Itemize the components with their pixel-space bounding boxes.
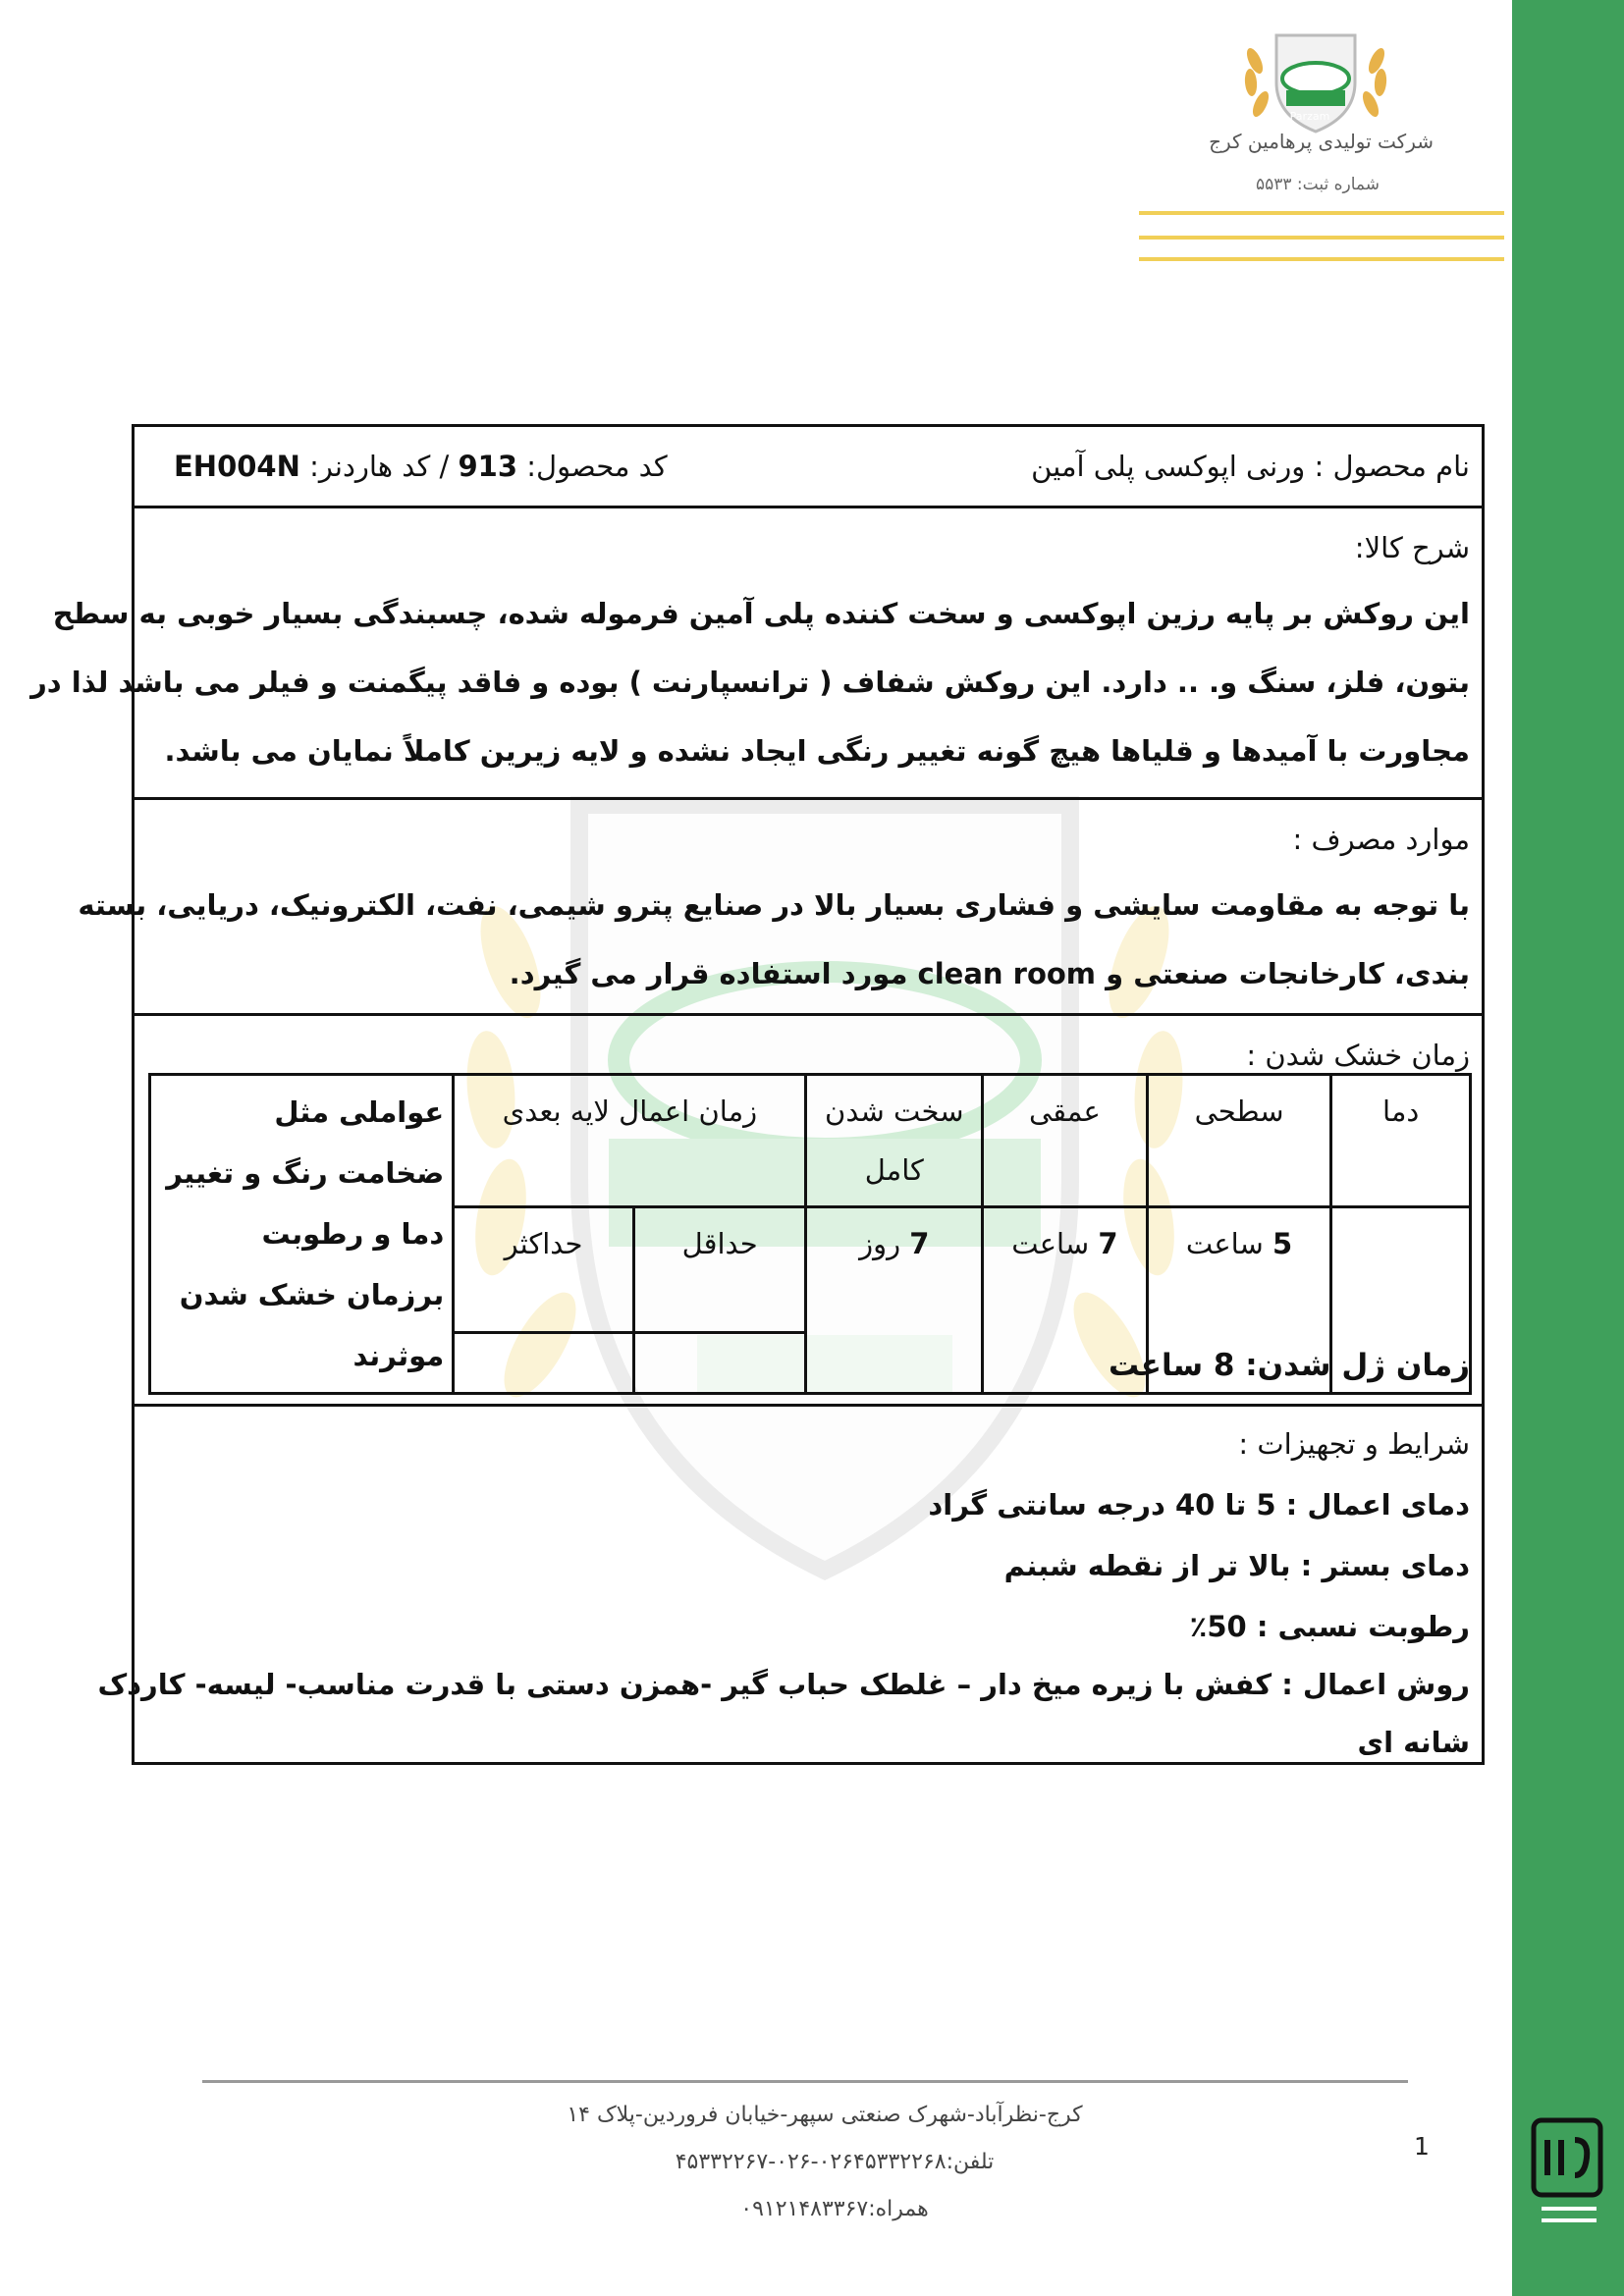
full-cure-number: 7 <box>909 1227 930 1260</box>
header-line <box>1139 257 1504 261</box>
side-color-bar <box>1512 0 1624 2296</box>
max-value <box>454 1333 634 1394</box>
description-title: شرح کالا: <box>1354 531 1470 564</box>
registration-number: شماره ثبت: ۵۵۳۳ <box>1256 175 1380 194</box>
hardener-value: EH004N <box>174 450 300 483</box>
usage-line <box>146 939 1470 1008</box>
gel-value: 8 ساعت <box>1108 1348 1235 1383</box>
usage-text-part: مورد استفاده قرار می گیرد. <box>509 957 908 990</box>
footer-mobile: همراه:۰۹۱۲۱۴۸۳۳۶۷ <box>740 2197 929 2221</box>
logo-text: Parzam <box>1289 110 1330 123</box>
clean-room-term: clean room <box>917 957 1097 990</box>
apply-temperature <box>928 1471 1470 1538</box>
description-line: بتون، فلز، سنگ و. .. دارد. این روکش شفاف ( ترانسپارنت ) بوده و فاقد پیگمنت و فیلر می باشد لذا در <box>30 666 1470 699</box>
header-line <box>1139 211 1504 215</box>
header-full-cure: سخت شدن کامل <box>806 1075 983 1207</box>
description-line: مجاورت با آمیدها و قلیاها هیچ گونه تغییر رنگی ایجاد نشده و لایه زیرین کاملاً نمایان می باشد. <box>164 734 1470 768</box>
company-name: شرکت تولیدی پرهامین کرج <box>1209 130 1434 153</box>
full-cure-unit: روز <box>859 1227 901 1260</box>
code-label: کد محصول: <box>526 450 668 483</box>
deep-unit: ساعت <box>1011 1227 1090 1260</box>
surface-number: 5 <box>1272 1227 1293 1260</box>
application-method <box>97 1654 1470 1770</box>
usage-line: با توجه به مقاومت سایشی و فشاری بسیار بالا در صنایع پترو شیمی، نفت، الکترونیک، دریایی، بسته <box>78 888 1470 922</box>
deep-number: 7 <box>1098 1227 1118 1260</box>
header-temp: دما <box>1331 1075 1471 1207</box>
standard-mark-icon <box>1528 2110 1610 2248</box>
apply-temp-unit: درجه سانتی گراد <box>928 1488 1165 1522</box>
page-number: 1 <box>1414 2132 1430 2161</box>
product-codes <box>174 433 668 500</box>
description-section <box>30 508 1482 800</box>
footer-address: کرج-نظرآباد-شهرک صنعتی سپهر-خیابان فروردین-پلاک ۱۴ <box>567 2103 1083 2127</box>
code-value: 913 <box>458 450 518 483</box>
apply-temp-from: 5 <box>1256 1488 1276 1522</box>
header-surface: سطحی <box>1147 1075 1331 1207</box>
conditions-title: شرایط و تجهیزات : <box>1238 1427 1470 1461</box>
drying-section <box>135 1016 1482 1407</box>
method-line: روش اعمال : کفش با زیره میخ دار – غلطک حباب گیر -همزن دستی با قدرت مناسب- لیسه- کاردک <box>97 1668 1470 1701</box>
product-spec-box <box>30 424 1485 1765</box>
usage-title: موارد مصرف : <box>1292 823 1470 856</box>
apply-temp-label: دمای اعمال : <box>1285 1488 1470 1522</box>
description-line: این روکش بر پایه رزین اپوکسی و سخت کننده پلی آمین فرموله شده، چسبندگی بسیار خوبی به سطح <box>52 597 1470 630</box>
humidity-label: رطوبت نسبی : <box>1256 1610 1470 1643</box>
usage-text <box>78 871 1470 1008</box>
apply-temp-to: 40 <box>1175 1488 1216 1522</box>
min-label: حداقل <box>633 1207 806 1333</box>
min-value <box>633 1333 806 1394</box>
usage-section <box>78 800 1482 1016</box>
conditions-section <box>97 1407 1482 1768</box>
max-label: حداکثر <box>454 1207 634 1333</box>
product-row <box>135 427 1482 508</box>
product-name: نام محصول : ورنی اپوکسی پلی آمین <box>1031 450 1470 483</box>
header-recoat: زمان اعمال لایه بعدی <box>454 1075 806 1207</box>
hardener-label: / کد هاردنر: <box>309 450 450 483</box>
relative-humidity <box>1190 1593 1470 1660</box>
usage-text-part: بندی، کارخانجات صنعتی و <box>1106 957 1470 990</box>
surface-unit: ساعت <box>1185 1227 1264 1260</box>
drying-title: زمان خشک شدن : <box>1246 1039 1470 1072</box>
header-deep: عمقی <box>983 1075 1148 1207</box>
drying-factors-note: عواملی مثل ضخامت رنگ و تغییر دما و رطوبت برزمان خشک شدن موثرند <box>150 1075 454 1394</box>
description-text <box>30 579 1470 785</box>
full-cure-value <box>806 1207 983 1394</box>
gel-label: زمان ژل شدن: <box>1245 1348 1470 1383</box>
humidity-value: 50٪ <box>1189 1610 1247 1643</box>
footer-divider <box>202 2080 1408 2083</box>
footer-phone: تلفن:۰۲۶۴۵۳۳۲۲۶۸-۰۲۶-۴۵۳۳۲۲۶۷ <box>675 2150 995 2174</box>
method-line: شانه ای <box>1357 1726 1470 1759</box>
substrate-temperature: دمای بستر : بالا تر از نقطه شبنم <box>1003 1549 1470 1582</box>
gel-time <box>1109 1332 1470 1399</box>
apply-temp-mid: تا <box>1224 1488 1247 1522</box>
header-line <box>1139 236 1504 240</box>
